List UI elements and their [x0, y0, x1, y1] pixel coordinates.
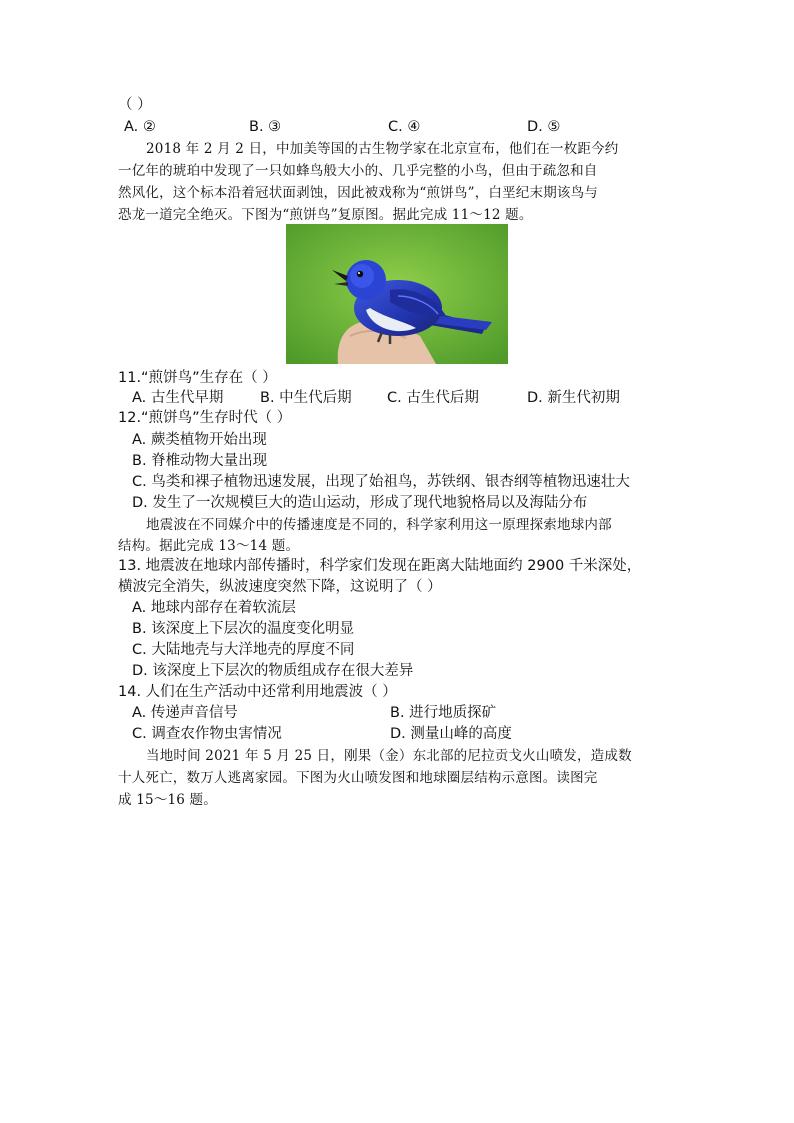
q13-option-d: D. 该深度上下层次的物质组成存在很大差异 [132, 663, 414, 679]
pancake-bird-figure [286, 224, 508, 364]
q10-option-b: B. ③ [249, 119, 282, 135]
passage3-line-3: 成 15～16 题。 [118, 792, 217, 808]
q13-option-a: A. 地球内部存在着软流层 [132, 600, 296, 616]
q11-option-b: B. 中生代后期 [260, 390, 352, 406]
q10-paren: （ ） [118, 97, 152, 113]
q13-stem-line-2: 横波完全消失，纵波速度突然下降，这说明了（ ） [118, 579, 442, 595]
q10-option-d: D. ⑤ [527, 119, 561, 135]
q14-option-a: A. 传递声音信号 [132, 705, 238, 721]
q10-option-a: A. ② [124, 119, 156, 135]
q12-stem: 12.“煎饼鸟”生存时代（ ） [118, 410, 292, 426]
q14-option-d: D. 测量山峰的高度 [390, 726, 512, 742]
passage3-line-1: 当地时间 2021 年 5 月 25 日，刚果（金）东北部的尼拉贡戈火山喷发，造成数 [146, 748, 632, 764]
passage2-line-2: 结构。据此完成 13～14 题。 [118, 538, 300, 554]
q14-stem: 14. 人们在生产活动中还常利用地震波（ ） [118, 684, 397, 700]
q11-option-a: A. 古生代早期 [132, 390, 224, 406]
q14-option-b: B. 进行地质探矿 [390, 705, 497, 721]
q10-options [124, 116, 684, 138]
passage3-line-2: 十人死亡，数万人逃离家园。下图为火山喷发图和地球圈层结构示意图。读图完 [118, 770, 598, 786]
passage1-line-3: 然风化，这个标本沿着冠状面剥蚀，因此被戏称为“煎饼鸟”，白垩纪末期该鸟与 [118, 185, 599, 201]
q13-option-c: C. 大陆地壳与大洋地壳的厚度不同 [132, 642, 355, 658]
q12-option-c: C. 鸟类和裸子植物迅速发展，出现了始祖鸟，苏铁纲、银杏纲等植物迅速壮大 [132, 474, 630, 490]
q11-option-c: C. 古生代后期 [387, 390, 479, 406]
q14-options-row-1 [132, 702, 672, 724]
passage2-line-1: 地震波在不同媒介中的传播速度是不同的，科学家利用这一原理探索地球内部 [146, 517, 612, 533]
q13-stem-line-1: 13. 地震波在地球内部传播时，科学家们发现在距离大陆地面约 2900 千米深处， [118, 558, 642, 574]
q12-option-d: D. 发生了一次规模巨大的造山运动，形成了现代地貌格局以及海陆分布 [132, 495, 588, 511]
q11-options [132, 387, 692, 409]
passage1-line-1: 2018 年 2 月 2 日，中加美等国的古生物学家在北京宣布，他们在一枚距今约 [146, 141, 619, 157]
passage1-line-4: 恐龙一道完全绝灭。下图为“煎饼鸟”复原图。据此完成 11～12 题。 [118, 207, 533, 223]
bird-illustration-icon [286, 224, 508, 364]
q14-options-row-2 [132, 723, 672, 745]
q10-option-c: C. ④ [388, 119, 421, 135]
passage1-line-2: 一亿年的琥珀中发现了一只如蜂鸟般大小的、几乎完整的小鸟，但由于疏忽和自 [118, 163, 598, 179]
q12-option-b: B. 脊椎动物大量出现 [132, 453, 268, 469]
q11-option-d: D. 新生代初期 [527, 390, 620, 406]
q13-option-b: B. 该深度上下层次的温度变化明显 [132, 621, 355, 637]
q12-option-a: A. 蕨类植物开始出现 [132, 432, 267, 448]
q11-stem: 11.“煎饼鸟”生存在（ ） [118, 370, 277, 386]
q14-option-c: C. 调查农作物虫害情况 [132, 726, 282, 742]
